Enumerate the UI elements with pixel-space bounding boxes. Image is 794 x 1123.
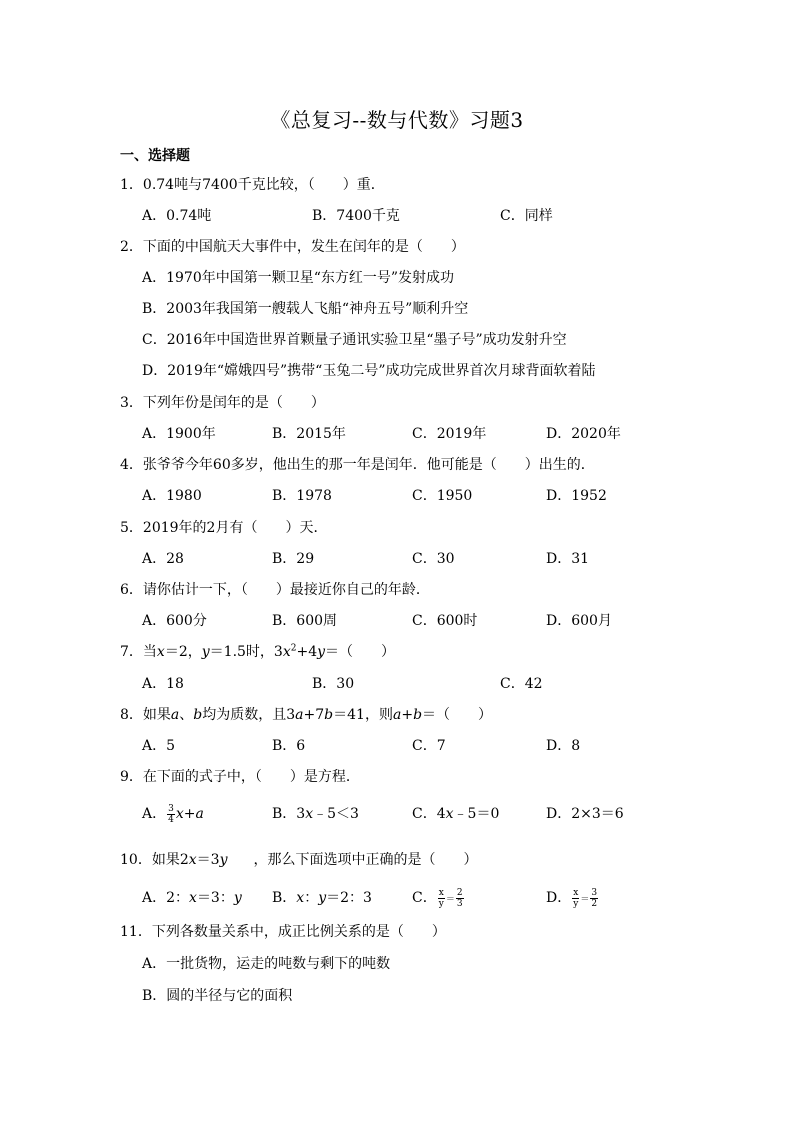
q8-text: + xyxy=(401,707,414,723)
question-5: 5．2019年的2月有（ ）天． xyxy=(120,520,328,536)
q3-option-a: A．1900年 xyxy=(142,426,216,442)
q7-text: 7．当 xyxy=(120,644,157,660)
option-letter: C． xyxy=(412,890,437,906)
q4-option-a: A．1980 xyxy=(142,488,202,504)
q10-option-d xyxy=(546,884,599,914)
q2-option-b: B．2003年我国第一艘载人飞船“神舟五号”顺利升空 xyxy=(142,301,469,317)
q6-option-d: D．600月 xyxy=(546,613,612,629)
q4-option-b: B．1978 xyxy=(272,488,332,504)
q10-text: ＝3： xyxy=(196,890,234,906)
var-y: y xyxy=(219,852,228,868)
question-11: 11．下列各数量关系中，成正比例关系的是（ ） xyxy=(120,924,446,940)
q2-option-a: A．1970年中国第一颗卫星“东方红一号”发射成功 xyxy=(142,270,455,286)
option-letter: A． xyxy=(142,806,167,822)
q8-option-c: C．7 xyxy=(412,738,446,754)
question-7 xyxy=(120,642,395,662)
q9-text: C．4 xyxy=(412,806,446,822)
q9-text: ﹣5＜3 xyxy=(313,806,359,822)
q8-option-a: A．5 xyxy=(142,738,176,754)
q8-text: ＝（ ） xyxy=(422,707,493,723)
var-x: x xyxy=(188,852,197,868)
q8-option-d: D．8 xyxy=(546,738,581,754)
fraction xyxy=(456,888,464,909)
q10-text: A．2： xyxy=(142,890,190,906)
var-x: x xyxy=(445,806,454,822)
q1-option-a: A．0.74吨 xyxy=(142,208,212,224)
question-1: 1．0.74吨与7400千克比较，（ ）重． xyxy=(120,177,385,193)
q9-text: ﹣5＝0 xyxy=(453,806,500,822)
q9-option-d: D．2×3＝6 xyxy=(546,806,624,822)
var-x: x xyxy=(296,890,305,906)
q8-text: 均为质数，且3 xyxy=(202,707,296,723)
q8-option-b: B．6 xyxy=(272,738,306,754)
fraction xyxy=(167,804,175,825)
q3-option-d: D．2020年 xyxy=(546,426,621,442)
q9-text: B．3 xyxy=(272,806,306,822)
q11-option-a: A．一批货物，运走的吨数与剩下的吨数 xyxy=(142,956,391,972)
var-y: y xyxy=(318,890,327,906)
q7-text: +4 xyxy=(296,644,318,660)
section-heading: 一、选择题 xyxy=(120,148,190,164)
var-y: y xyxy=(317,644,326,660)
q6-option-a: A．600分 xyxy=(142,613,207,629)
question-3: 3．下列年份是闰年的是（ ） xyxy=(120,395,325,411)
numerator: x xyxy=(573,887,579,898)
var-y: y xyxy=(233,890,242,906)
var-b: b xyxy=(324,707,334,723)
question-2: 2．下面的中国航天大事件中，发生在闰年的是（ ） xyxy=(120,239,465,255)
q10-text: ，那么下面选项中正确的是（ ） xyxy=(253,852,478,868)
q1-option-b: B．7400千克 xyxy=(312,208,400,224)
q7-text: ＝1.5时，3 xyxy=(209,644,283,660)
q3-option-c: C．2019年 xyxy=(412,426,487,442)
numerator: 2 xyxy=(456,887,463,898)
q11-option-b: B．圆的半径与它的面积 xyxy=(142,988,293,1004)
q2-option-d: D．2019年“嫦娥四号”携带“玉兔二号”成功完成世界首次月球背面软着陆 xyxy=(142,363,596,379)
equals-sign: ＝ xyxy=(580,895,590,905)
q7-option-a: A．18 xyxy=(142,676,184,692)
var-b: b xyxy=(413,707,423,723)
page-title: 《总复习--数与代数》习题3 xyxy=(270,108,524,132)
var-x: x xyxy=(175,806,184,822)
q10-text: ＝3 xyxy=(196,852,220,868)
var-x: x xyxy=(189,890,197,906)
question-4: 4．张爷爷今年60多岁，他出生的那一年是闰年．他可能是（ ）出生的． xyxy=(120,457,595,473)
q9-option-b xyxy=(272,804,359,824)
numerator: 3 xyxy=(591,887,598,898)
q10-option-c xyxy=(412,884,465,914)
var-a: a xyxy=(170,707,180,723)
q4-option-c: C．1950 xyxy=(412,488,473,504)
q7-text: ＝2， xyxy=(164,644,202,660)
denominator: 3 xyxy=(456,898,463,909)
q10-text: B． xyxy=(272,890,297,906)
var-x: x xyxy=(282,644,291,660)
q5-option-c: C．30 xyxy=(412,551,455,567)
var-b: b xyxy=(193,707,203,723)
var-y: y xyxy=(201,644,210,660)
q3-option-b: B．2015年 xyxy=(272,426,346,442)
q5-option-d: D．31 xyxy=(546,551,590,567)
var-a: a xyxy=(295,707,304,723)
fraction xyxy=(438,888,445,909)
q10-text: ： xyxy=(304,890,319,906)
q1-option-c: C．同样 xyxy=(500,208,553,224)
denominator: y xyxy=(438,898,444,909)
q2-option-c: C．2016年中国造世界首颗量子通讯实验卫星“墨子号”成功发射升空 xyxy=(142,332,567,348)
denominator: y xyxy=(573,898,579,909)
question-10 xyxy=(120,850,477,870)
q6-option-c: C．600时 xyxy=(412,613,478,629)
q6-option-b: B．600周 xyxy=(272,613,338,629)
q8-text: 、 xyxy=(179,707,194,723)
q9-text: + xyxy=(183,806,196,822)
equals-sign: ＝ xyxy=(445,895,455,905)
numerator: 3 xyxy=(168,803,174,814)
q5-option-b: B．29 xyxy=(272,551,315,567)
question-6: 6．请你估计一下，（ ）最接近你自己的年龄． xyxy=(120,582,430,598)
exponent: 2 xyxy=(290,643,297,654)
q7-text: ＝（ ） xyxy=(325,644,396,660)
q10-text: 10．如果2 xyxy=(120,852,189,868)
q4-option-d: D．1952 xyxy=(546,488,607,504)
fraction xyxy=(572,888,579,909)
var-x: x xyxy=(305,806,314,822)
question-9: 9．在下面的式子中，（ ）是方程． xyxy=(120,769,360,785)
q7-option-c: C．42 xyxy=(500,676,543,692)
var-a: a xyxy=(195,806,204,822)
q10-text: ＝2：3 xyxy=(326,890,372,906)
q9-option-a xyxy=(142,800,204,828)
var-a: a xyxy=(392,707,402,723)
q9-option-c xyxy=(412,804,499,824)
q10-option-a xyxy=(142,888,242,908)
question-8 xyxy=(120,705,492,725)
q8-text: +7 xyxy=(303,707,325,723)
denominator: 4 xyxy=(168,814,174,825)
fraction xyxy=(590,888,598,909)
denominator: 2 xyxy=(591,898,598,909)
q8-text: ＝41，则 xyxy=(333,707,393,723)
numerator: x xyxy=(438,887,444,898)
q5-option-a: A．28 xyxy=(142,551,184,567)
var-x: x xyxy=(156,644,165,660)
q7-option-b: B．30 xyxy=(312,676,355,692)
option-letter: D． xyxy=(546,890,572,906)
q8-text: 8．如果 xyxy=(120,707,171,723)
q10-option-b xyxy=(272,888,372,908)
